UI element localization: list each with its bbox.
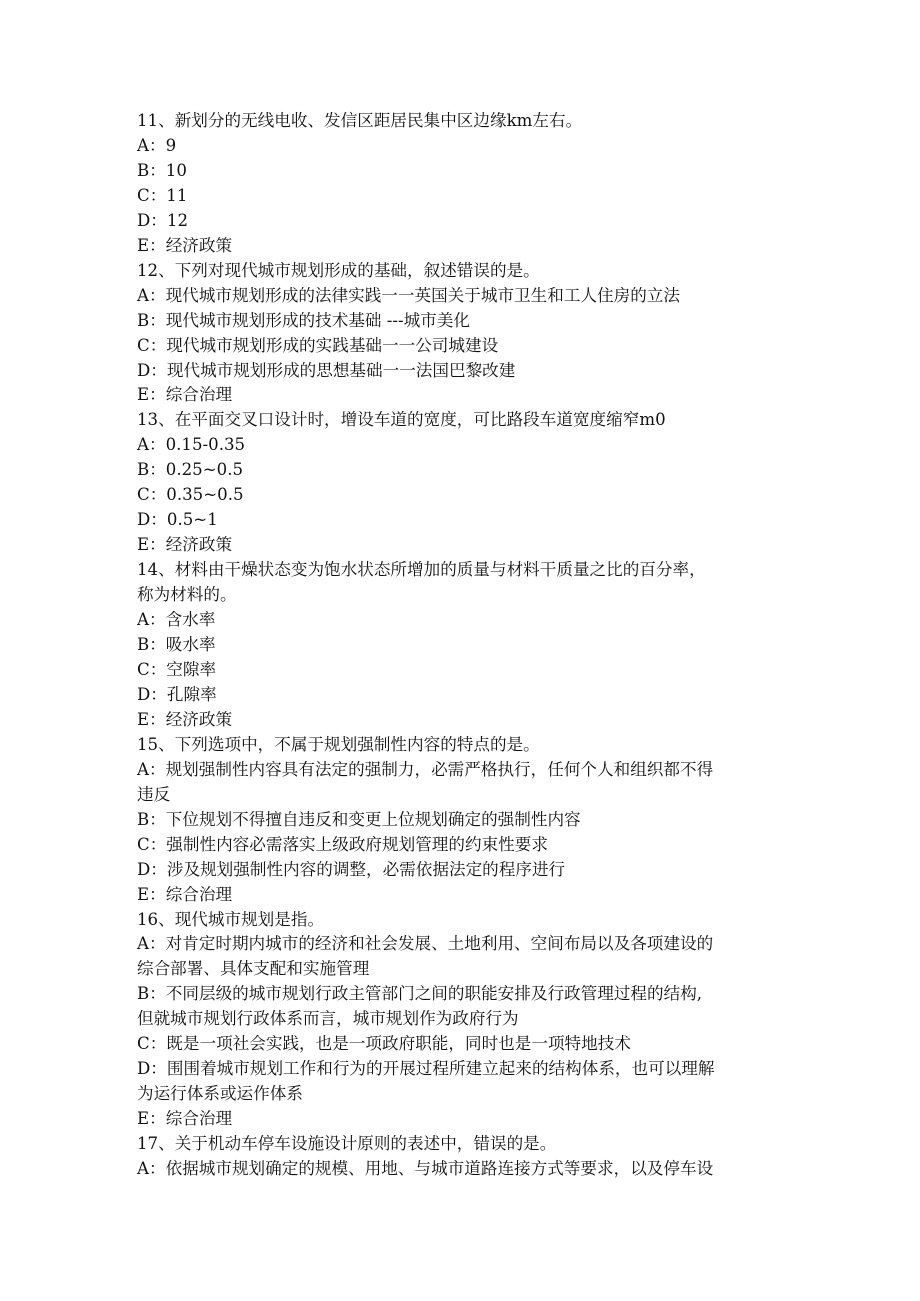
question-stem: 12、下列对现代城市规划形成的基础，叙述错误的是。 — [137, 260, 540, 280]
question-stem: 14、材料由干燥状态变为饱水状态所增加的质量与材料干质量之比的百分率， — [137, 560, 706, 580]
option-b: B：不同层级的城市规划行政主管部门之间的职能安排及行政管理过程的结构, — [137, 984, 703, 1004]
question-stem: 16、现代城市规划是指。 — [137, 909, 325, 929]
option-e: E：经济政策 — [137, 709, 233, 729]
question-14 — [137, 558, 787, 733]
option-e: E：综合治理 — [137, 1109, 233, 1129]
question-stem: 17、关于机动车停车设施设计原则的表述中，错误的是。 — [137, 1134, 557, 1154]
question-15 — [137, 733, 787, 908]
option-d: D：涉及规划强制性内容的调整，必需依据法定的程序进行 — [137, 859, 566, 879]
option-a: A：对肯定时期内城市的经济和社会发展、土地利用、空间布局以及各项建设的 — [137, 934, 714, 954]
option-a: A：0.15-0.35 — [137, 435, 246, 455]
option-e: E：经济政策 — [137, 535, 233, 555]
question-17 — [137, 1132, 787, 1182]
option-d: D：围围着城市规划工作和行为的开展过程所建立起来的结构体系，也可以理解 — [137, 1059, 715, 1079]
option-b: B：10 — [137, 160, 187, 180]
document-page — [137, 109, 787, 1182]
option-c: C：空隙率 — [137, 659, 217, 679]
question-16 — [137, 908, 787, 1133]
option-c: C：0.35~0.5 — [137, 485, 244, 505]
option-b: B：0.25~0.5 — [137, 460, 244, 480]
option-a-continued: 综合部署、具体支配和实施管理 — [137, 959, 370, 979]
option-c: C：11 — [137, 185, 188, 205]
option-a-continued: 违反 — [137, 784, 171, 804]
option-e: E：综合治理 — [137, 385, 233, 405]
option-e: E：综合治理 — [137, 884, 233, 904]
option-c: C：既是一项社会实践，也是一项政府职能，同时也是一项特地技术 — [137, 1034, 631, 1054]
option-d-continued: 为运行体系或运作体系 — [137, 1084, 303, 1104]
option-b: B：下位规划不得擅自违反和变更上位规划确定的强制性内容 — [137, 809, 581, 829]
option-d: D：0.5~1 — [137, 510, 218, 530]
question-stem: 15、下列选项中，不属于规划强制性内容的特点的是。 — [137, 734, 540, 754]
option-a: A：9 — [137, 135, 177, 155]
option-b: B：现代城市规划形成的技术基础 ---城市美化 — [137, 310, 470, 330]
question-stem: 13、在平面交叉口设计时，增设车道的宽度，可比路段车道宽度缩窄m0 — [137, 410, 666, 430]
option-b: B：吸水率 — [137, 635, 216, 655]
question-stem: 11、新划分的无线电收、发信区距居民集中区边缘km左右。 — [137, 111, 583, 130]
option-b-continued: 但就城市规划行政体系而言，城市规划作为政府行为 — [137, 1009, 519, 1029]
question-11 — [137, 109, 787, 259]
option-d: D：12 — [137, 210, 189, 230]
option-c: C：现代城市规划形成的实践基础一一公司城建设 — [137, 335, 499, 355]
option-d: D：现代城市规划形成的思想基础一一法国巴黎改建 — [137, 360, 516, 380]
question-12 — [137, 259, 787, 409]
option-a: A：依据城市规划确定的规模、用地、与城市道路连接方式等要求，以及停车设 — [137, 1159, 714, 1179]
option-a: A：规划强制性内容具有法定的强制力，必需严格执行，任何个人和组织都不得 — [137, 759, 714, 779]
option-e: E：经济政策 — [137, 235, 233, 255]
option-d: D：孔隙率 — [137, 684, 217, 704]
question-13 — [137, 408, 787, 558]
option-c: C：强制性内容必需落实上级政府规划管理的约束性要求 — [137, 834, 548, 854]
option-a: A：含水率 — [137, 610, 216, 630]
question-stem-continued: 称为材料的。 — [137, 585, 237, 605]
option-a: A：现代城市规划形成的法律实践一一英国关于城市卫生和工人住房的立法 — [137, 285, 680, 305]
